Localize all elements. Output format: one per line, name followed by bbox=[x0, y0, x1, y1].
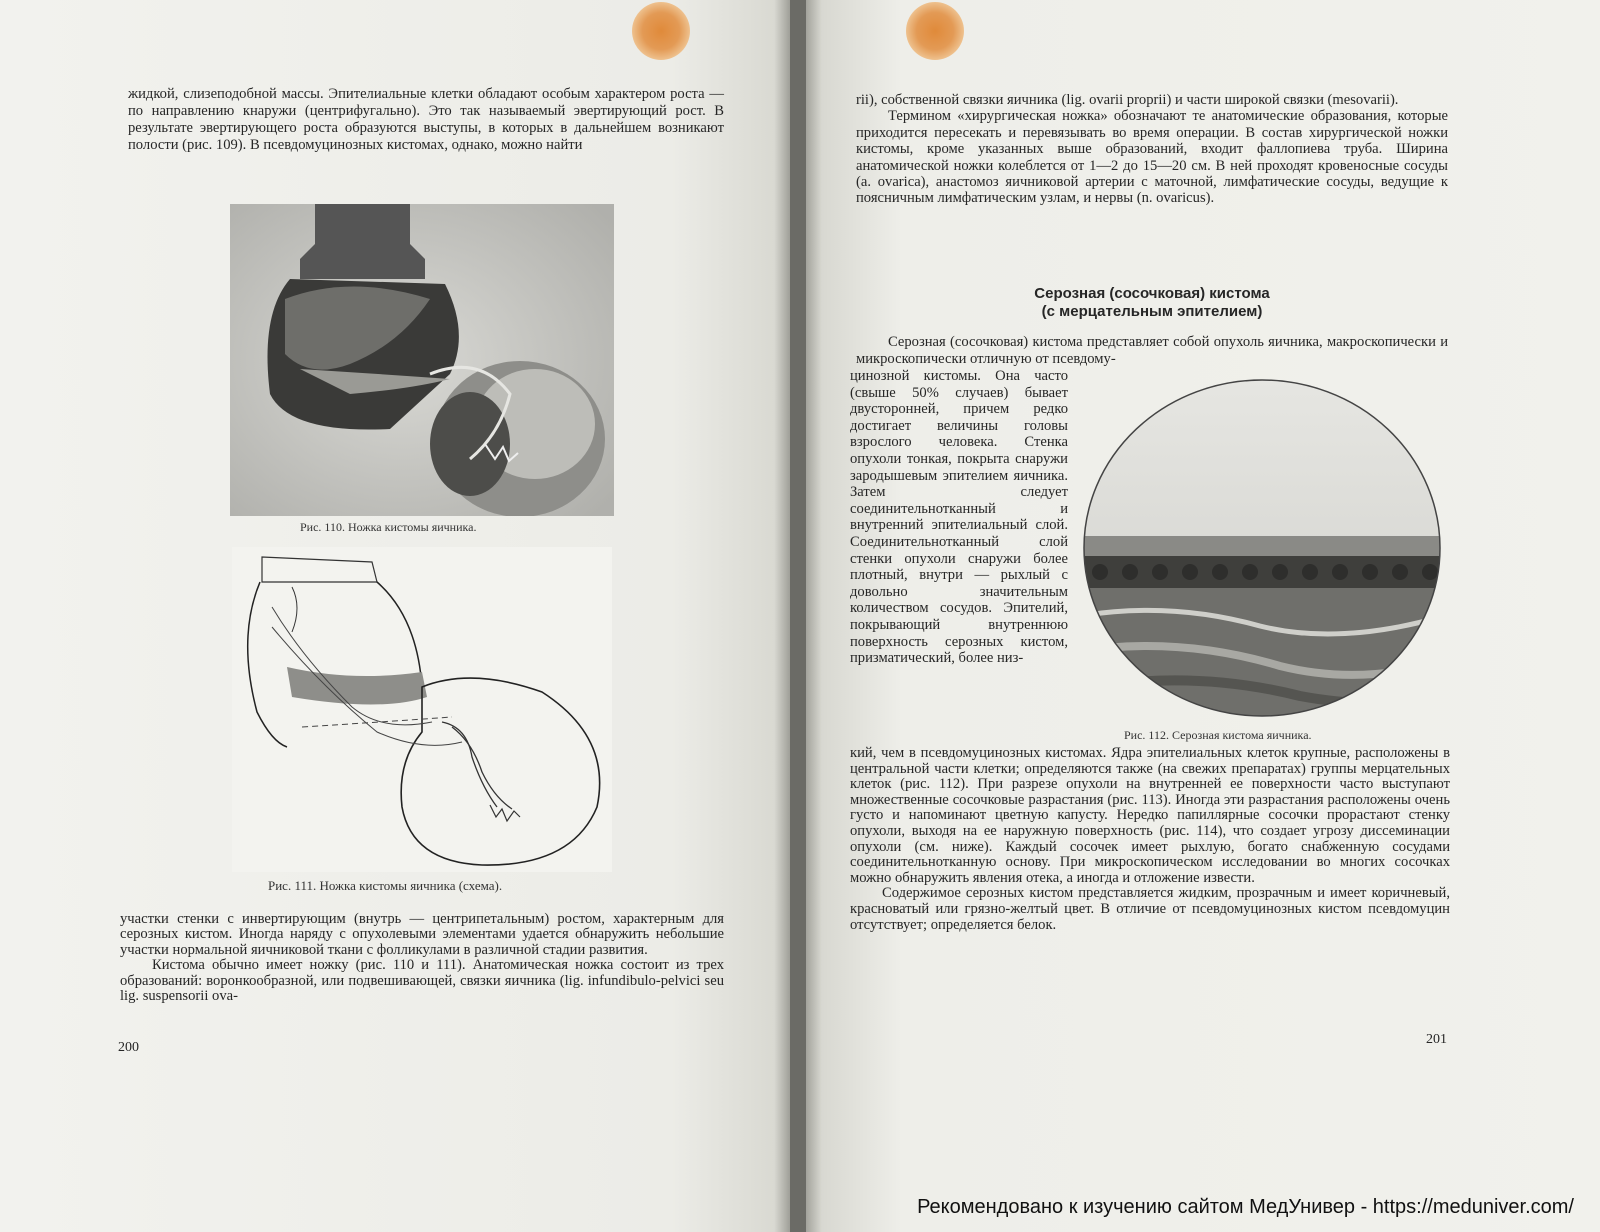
right-continuation-paragraph: кий, чем в псевдомуцинозных кистомах. Ядра эпителиальных клеток крупные, расположены в центральной части клетки; определяются также (на свежих препаратах) группы мерцательных клеток (рис. 112). При разрезе опухоли на внутренней ее поверхности часто выступают множественные сосочковые разрастания (рис. 113). Иногда эти разрастания расположены очень густо и напоминают цветную капусту. Нередко папиллярные сосочки прорастают стенку опухоли, выходя на ее наружную поверхность (рис. 114), что создает угрозу диссеминации опухоли (см. ниже). Каждый сосочек имеет рыхлую, богато снабженную сосудами соединительнотканную основу. При микроскопическом исследовании во многих сосочках можно обнаружить явления отека, а иногда и отложение извести. bbox=[850, 745, 1450, 886]
watermark-text: Рекомендовано к изучению сайтом МедУнивер - https://meduniver.com/ bbox=[917, 1196, 1574, 1218]
figure-110-caption: Рис. 110. Ножка кистомы яичника. bbox=[300, 520, 477, 534]
left-bottom-paragraph-2: Кистома обычно имеет ножку (рис. 110 и 111). Анатомическая ножка состоит из трех образований: воронкообразной, или подвешивающей, связки яичника (lig. infundibulo-pelvici seu lig. suspensorii ova- bbox=[120, 957, 724, 1005]
figure-111-caption: Рис. 111. Ножка кистомы яичника (схема). bbox=[268, 878, 503, 893]
left-top-paragraph: жидкой, слизеподобной массы. Эпителиальные клетки обладают особым характером роста — по направлению кнаружи (центрифугально). Это так называемый эвертирующий рост. В результате эвертирующего роста образуются выступы, в которых в дальнейшем возникают полости (рис. 109). В псевдомуцинозных кистомах, однако, можно найти bbox=[128, 86, 724, 153]
section-title-line-1: Серозная (сосочковая) кистома bbox=[1034, 285, 1270, 302]
section-title bbox=[856, 285, 1448, 321]
right-top-paragraph-2: Термином «хирургическая ножка» обозначают те анатомические образования, которые приходится пересекать и перевязывать во время операции. В состав хирургической ножки кистомы, кроме указанных выше образований, входит фаллопиева труба. Ширина анатомической ножки колеблется от 1—2 до 15—20 см. В ней проходят кровеносные сосуды (a. ovarica), анастомоз яичниковой артерии с маточной, лимфатические сосуды, ведущие к поясничным лимфатическим узлам, и нервы (n. ovaricus). bbox=[856, 108, 1448, 207]
right-top-text bbox=[856, 92, 1448, 207]
figure-110-photo bbox=[230, 204, 614, 521]
stain-mark bbox=[632, 2, 690, 60]
figure-111-diagram bbox=[232, 547, 612, 877]
figure-112-micrograph bbox=[1080, 376, 1444, 725]
figure-112-caption: Рис. 112. Серозная кистома яичника. bbox=[1124, 728, 1312, 742]
page-number-left: 200 bbox=[118, 1040, 139, 1055]
stain-mark bbox=[906, 2, 964, 60]
right-continuation-text bbox=[850, 746, 1450, 933]
left-bottom-text bbox=[120, 912, 724, 1004]
page-number-right: 201 bbox=[1426, 1032, 1447, 1047]
section-title-line-2: (с мерцательным эпителием) bbox=[1041, 303, 1263, 320]
right-top-paragraph-1: rii), собственной связки яичника (lig. ovarii proprii) и части широкой связки (mesovarii). bbox=[856, 92, 1399, 108]
left-bottom-paragraph-1: участки стенки с инвертирующим (внутрь — центрипетальным) ростом, характерным для серозных кистом. Иногда наряду с опухолевыми элементами удается обнаружить небольшие участки нормальной яичниковой ткани с фолликулами в различной стадии развития. bbox=[120, 911, 724, 958]
right-intro-text: Серозная (сосочковая) кистома представляет собой опухоль яичника, макроскопически и микроскопически отличную от псевдому- bbox=[856, 334, 1448, 367]
right-wrap-column: цинозной кистомы. Она часто (свыше 50% случаев) бывает двусторонней, причем редко достигает величины головы взрослого человека. Стенка опухоли тонкая, покрыта снаружи зародышевым эпителием яичника. Затем следует соединительнотканный и внутренний эпителиальный слой. Соединительнотканный слой стенки опухоли снаружи более плотный, внутри — рыхлый с довольно значительным количеством сосудов. Эпителий, покрывающий внутреннюю поверхность серозных кистом, призматический, более низ- bbox=[850, 368, 1068, 667]
left-page bbox=[0, 0, 790, 1232]
right-page bbox=[806, 0, 1600, 1232]
right-last-paragraph: Содержимое серозных кистом представляется жидким, прозрачным и имеет коричневый, красноватый или грязно-желтый цвет. В отличие от псевдомуцинозных кистом псевдомуцин отсутствует; определяется белок. bbox=[850, 885, 1450, 933]
